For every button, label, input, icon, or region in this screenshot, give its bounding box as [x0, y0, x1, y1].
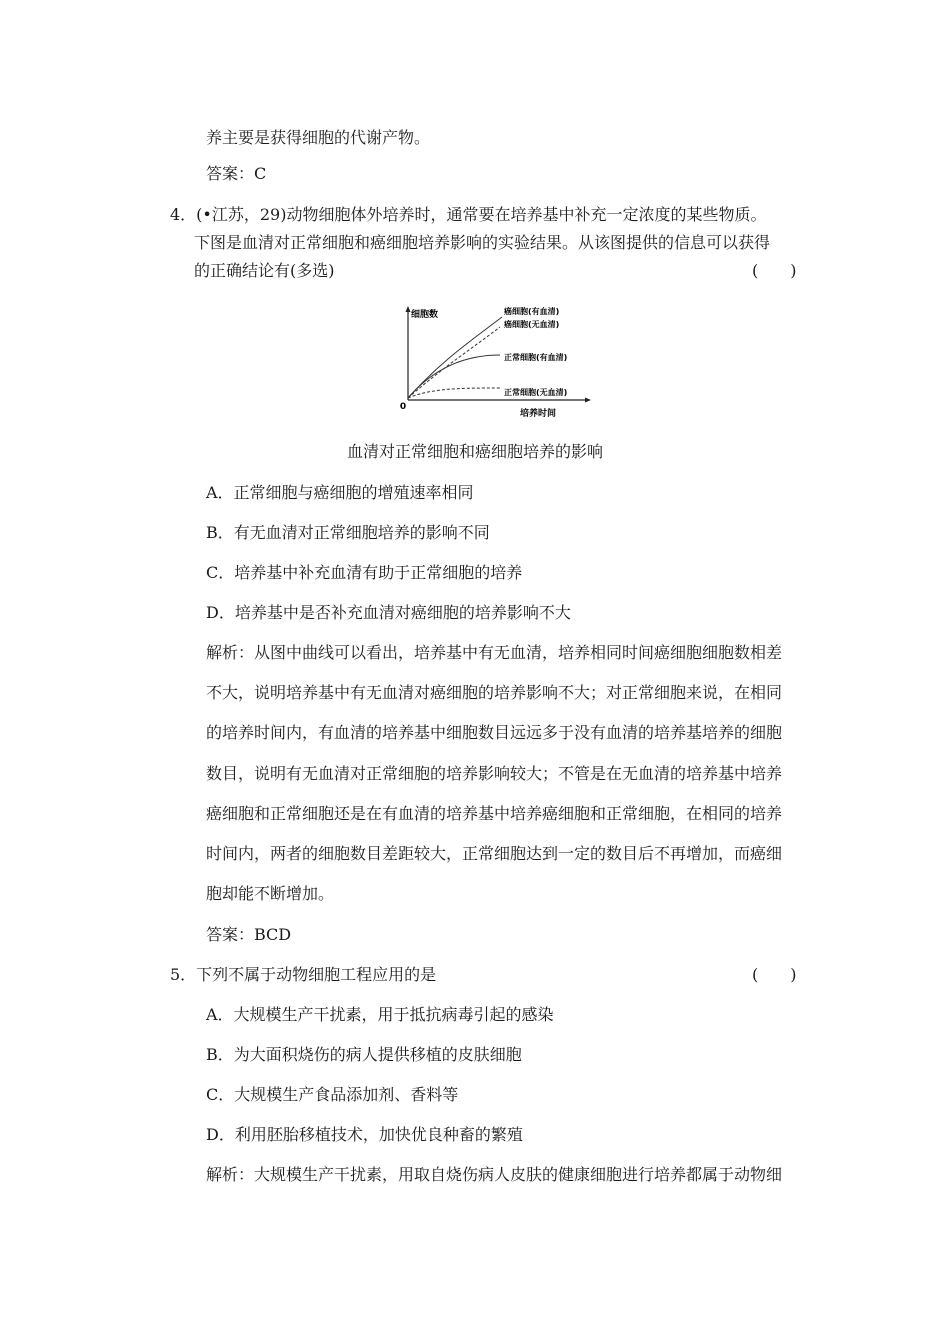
q5-explanation-line-1: 解析：大规模生产干扰素，用取自烧伤病人皮肤的健康细胞进行培养都属于动物细: [206, 1165, 783, 1184]
series-label-normal-serum: 正常细胞(有血清): [504, 353, 568, 362]
origin-label: 0: [399, 402, 407, 412]
series-label-normal-noserum: 正常细胞(无血清): [504, 388, 568, 397]
q5-option-a: A．大规模生产干扰素，用于抵抗病毒引起的感染: [206, 1005, 554, 1024]
question-4-line-2: 下图是血清对正常细胞和癌细胞培养影响的实验结果。从该图提供的信息可以获得: [194, 233, 771, 252]
q5-option-d: D．利用胚胎移植技术，加快优良种畜的繁殖: [206, 1125, 523, 1144]
explanation-line-4: 数目，说明有无血清对正常细胞的培养影响较大；不管是在无血清的培养基中培养: [206, 764, 783, 783]
serum-effect-chart: [392, 300, 592, 425]
explanation-line-5: 癌细胞和正常细胞还是在有血清的培养基中培养癌细胞和正常细胞，在相同的培养: [206, 804, 783, 823]
option-b: B．有无血清对正常细胞培养的影响不同: [206, 523, 490, 542]
q5-option-b: B．为大面积烧伤的病人提供移植的皮肤细胞: [206, 1045, 522, 1064]
question-4-line-3: 的正确结论有(多选): [194, 261, 335, 280]
explanation-line-1: 解析：从图中曲线可以看出，培养基中有无血清，培养相同时间癌细胞细胞数相差: [206, 643, 783, 662]
series-label-cancer-noserum: 癌细胞(无血清): [504, 320, 560, 329]
q5-option-c: C．大规模生产食品添加剂、香料等: [206, 1085, 459, 1104]
series-label-cancer-serum: 癌细胞(有血清): [504, 307, 560, 316]
answer-4: 答案：BCD: [206, 925, 292, 944]
x-axis-label: 培养时间: [519, 409, 557, 419]
answer-blank-4: ( ): [752, 261, 797, 280]
series-line-normal-noserum: [408, 388, 500, 398]
explanation-line-7: 胞却能不断增加。: [206, 884, 335, 903]
y-axis-arrow: [406, 306, 411, 312]
chart-caption: 血清对正常细胞和癌细胞培养的影响: [346, 442, 603, 461]
x-axis-arrow: [585, 398, 591, 403]
answer-3: 答案：C: [206, 164, 267, 183]
series-line-normal-serum: [408, 355, 500, 398]
chart-svg: [392, 300, 592, 425]
explanation-line-2: 不大，说明培养基中有无血清对癌细胞的培养影响不大；对正常细胞来说，在相同: [206, 683, 783, 702]
y-axis-label: 细胞数: [411, 310, 439, 320]
option-d: D．培养基中是否补充血清对癌细胞的培养影响不大: [206, 603, 571, 622]
question-4-line-1: 4．(•江苏，29)动物细胞体外培养时，通常要在培养基中补充一定浓度的某些物质。: [170, 205, 767, 224]
option-a: A．正常细胞与癌细胞的增殖速率相同: [206, 483, 474, 502]
explanation-line-6: 时间内，两者的细胞数目差距较大，正常细胞达到一定的数目后不再增加，而癌细: [206, 844, 783, 863]
explanation-line-3: 的培养时间内，有血清的培养基中细胞数目远远多于没有血清的培养基培养的细胞: [206, 723, 783, 742]
series-line-cancer-noserum: [408, 327, 500, 398]
question-5: 5．下列不属于动物细胞工程应用的是: [170, 965, 437, 984]
paragraph-line: 养主要是获得细胞的代谢产物。: [206, 128, 431, 147]
answer-blank-5: ( ): [752, 965, 797, 984]
series-line-cancer-serum: [408, 317, 502, 398]
option-c: C．培养基中补充血清有助于正常细胞的培养: [206, 563, 523, 582]
